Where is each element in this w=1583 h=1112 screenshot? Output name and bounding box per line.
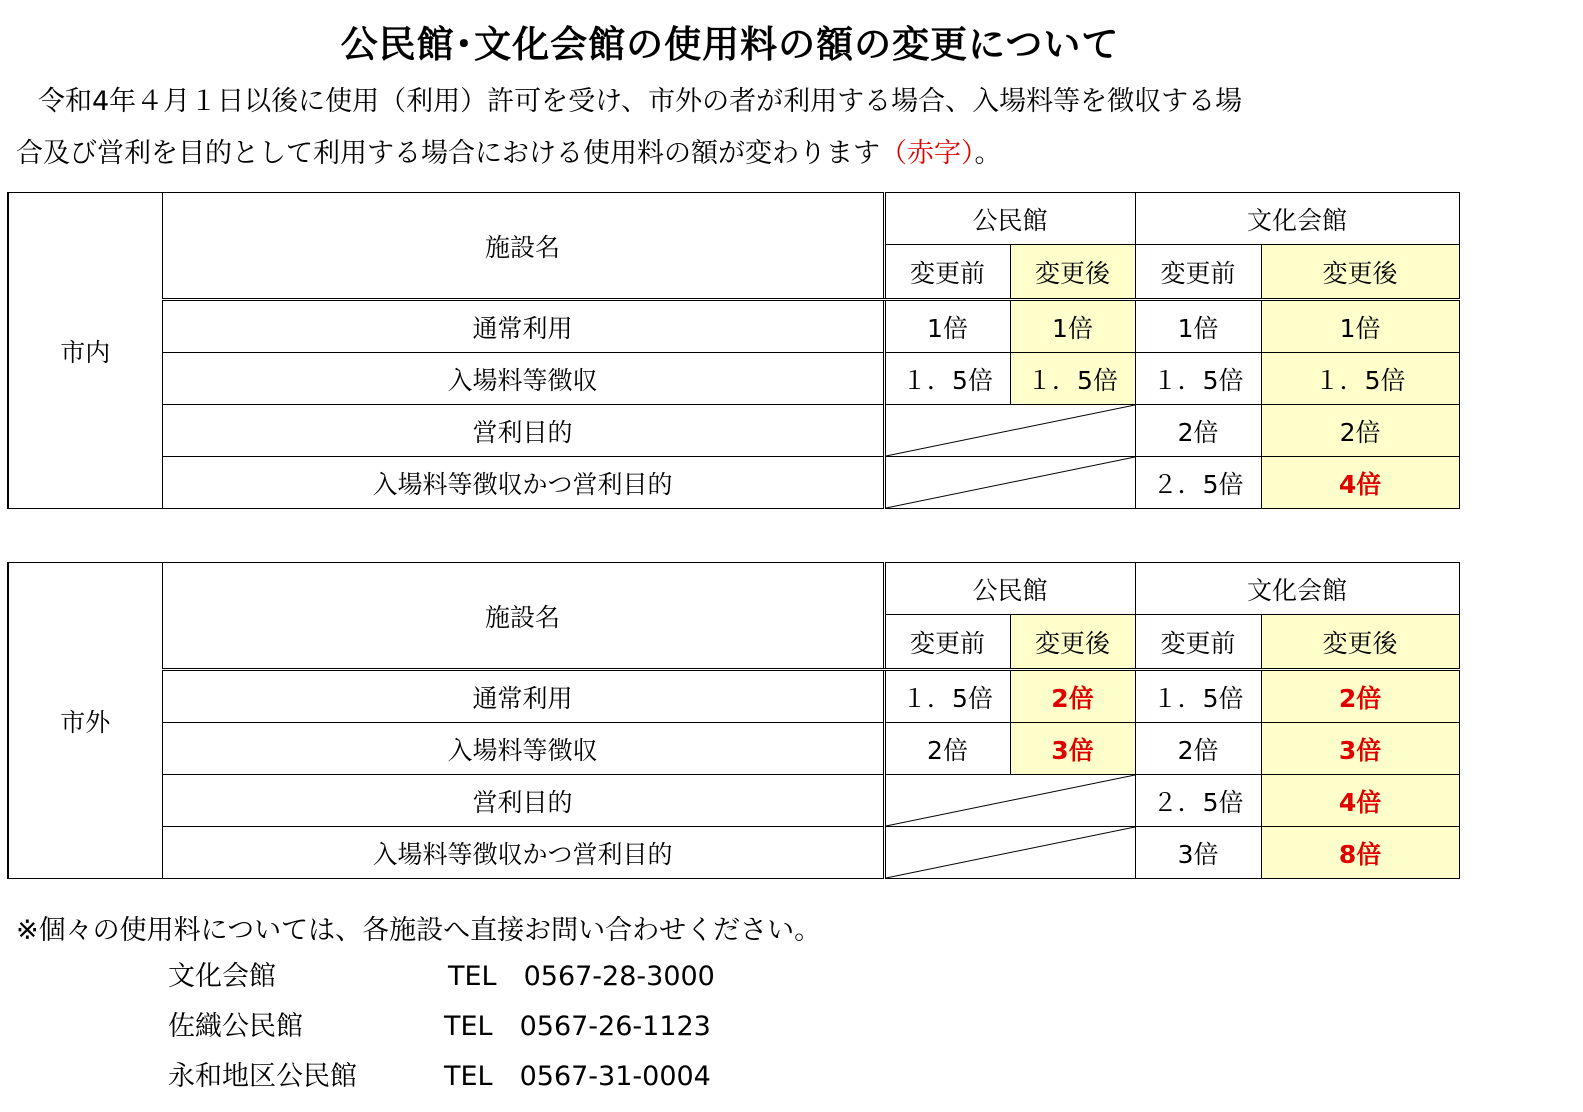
bunka-before-cell: 1倍 [1135,300,1261,353]
contact-note: ※個々の使用料については、各施設へ直接お問い合わせください。 [16,915,822,946]
bunka-before-cell: １．5倍 [1135,670,1261,723]
bunka-kaikan-header: 文化会館 [1135,563,1459,615]
bunka-kaikan-header: 文化会館 [1135,193,1459,245]
contact-name: 永和地区公民館 [168,1061,357,1092]
bunka-before-cell: ２．5倍 [1135,457,1261,509]
usage-type-label: 営利目的 [162,405,884,457]
bunka-after-cell: 1倍 [1261,300,1459,353]
bunka-after-cell: 2倍 [1261,670,1459,723]
kouminkan-before-cell: 2倍 [884,723,1010,775]
before-header: 変更前 [1135,615,1261,670]
bunka-before-cell: 3倍 [1135,827,1261,879]
table-row [8,723,1459,775]
usage-type-label: 入場料等徴収かつ営利目的 [162,827,884,879]
table-row [8,457,1459,509]
contact-phone: TEL 0567-31-0004 [444,1061,711,1092]
bunka-after-cell: １．5倍 [1261,353,1459,405]
usage-type-label: 入場料等徴収かつ営利目的 [162,457,884,509]
after-header: 変更後 [1010,245,1135,300]
fee-table-inside-city [7,192,1460,509]
usage-type-label: 通常利用 [162,670,884,723]
diagonal-slash [886,457,1135,508]
intro-line-2-text: 合及び営利を目的として利用する場合における使用料の額が変わります [16,138,880,169]
facility-name-header: 施設名 [162,563,884,670]
bunka-before-cell: １．5倍 [1135,353,1261,405]
diagonal-slash [886,405,1135,456]
kouminkan-before-cell: １．5倍 [884,353,1010,405]
kouminkan-after-cell: 1倍 [1010,300,1135,353]
table-row [8,405,1459,457]
table-row [8,670,1459,723]
usage-type-label: 通常利用 [162,300,884,353]
kouminkan-header: 公民館 [884,563,1135,615]
not-applicable-cell [884,827,1135,879]
after-header: 変更後 [1261,615,1459,670]
region-label: 市内 [8,193,162,509]
kouminkan-after-cell: 3倍 [1010,723,1135,775]
bunka-after-cell: 3倍 [1261,723,1459,775]
bunka-before-cell: 2倍 [1135,405,1261,457]
before-header: 変更前 [884,615,1010,670]
kouminkan-before-cell: 1倍 [884,300,1010,353]
intro-line-2-end: 。 [974,138,1002,169]
before-header: 変更前 [1135,245,1261,300]
page-title: 公民館･文化会館の使用料の額の変更について [340,23,1120,66]
region-label: 市外 [8,563,162,879]
not-applicable-cell [884,775,1135,827]
intro-line-2 [16,128,1456,180]
after-header: 変更後 [1010,615,1135,670]
usage-type-label: 入場料等徴収 [162,353,884,405]
intro-paragraph [16,76,1456,180]
bunka-before-cell: ２．5倍 [1135,775,1261,827]
after-header: 変更後 [1261,245,1459,300]
bunka-after-cell: 4倍 [1261,775,1459,827]
diagonal-slash [886,775,1135,826]
fee-table-outside-city [7,562,1460,879]
bunka-after-cell: 2倍 [1261,405,1459,457]
contact-name: 文化会館 [168,961,276,992]
table-row [8,775,1459,827]
bunka-after-cell: 8倍 [1261,827,1459,879]
contact-phone: TEL 0567-28-3000 [448,961,715,992]
facility-name-header: 施設名 [162,193,884,300]
kouminkan-header: 公民館 [884,193,1135,245]
kouminkan-before-cell: １．5倍 [884,670,1010,723]
table-row [8,300,1459,353]
bunka-after-cell: 4倍 [1261,457,1459,509]
contact-name: 佐織公民館 [168,1011,303,1042]
not-applicable-cell [884,457,1135,509]
intro-line-1: 令和4年４月１日以後に使用（利用）許可を受け、市外の者が利用する場合、入場料等を徴収する場 [38,86,1243,117]
contact-phone: TEL 0567-26-1123 [444,1011,711,1042]
table-row [8,827,1459,879]
usage-type-label: 入場料等徴収 [162,723,884,775]
diagonal-slash [886,827,1135,878]
kouminkan-after-cell: １．5倍 [1010,353,1135,405]
intro-red-note: （赤字） [880,138,975,169]
table-row [8,353,1459,405]
usage-type-label: 営利目的 [162,775,884,827]
table-header-row [8,193,1459,245]
table-header-row [8,563,1459,615]
kouminkan-after-cell: 2倍 [1010,670,1135,723]
not-applicable-cell [884,405,1135,457]
bunka-before-cell: 2倍 [1135,723,1261,775]
before-header: 変更前 [884,245,1010,300]
